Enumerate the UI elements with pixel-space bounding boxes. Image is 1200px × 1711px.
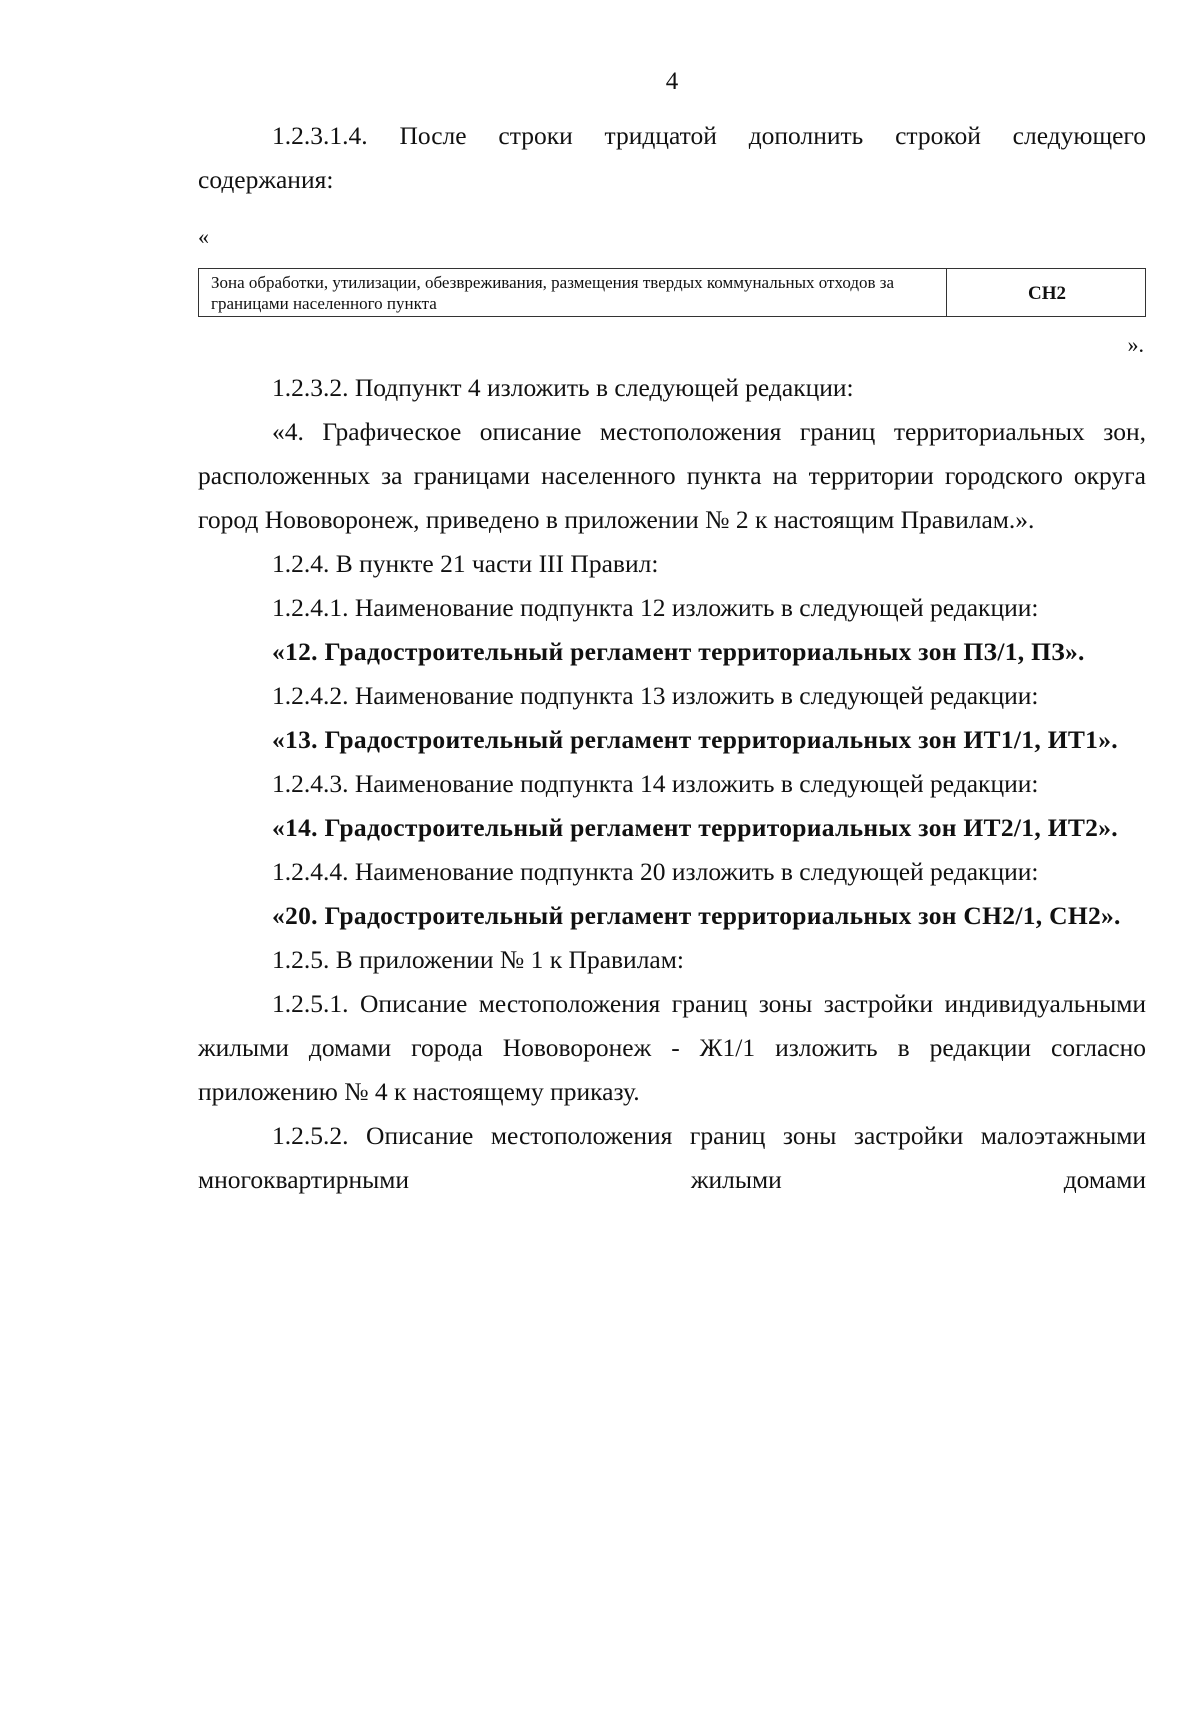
intro-paragraph	[198, 114, 1146, 202]
intro-continuation: содержания:	[198, 165, 334, 194]
paragraph-1-2-4-2: 1.2.4.2. Наименование подпункта 13 изложить в следующей редакции:	[272, 681, 1039, 710]
paragraph-1-2-4-1: 1.2.4.1. Наименование подпункта 12 изложить в следующей редакции:	[272, 593, 1039, 622]
intro-line: 1.2.3.1.4. После строки тридцатой дополнить строкой следующего	[272, 121, 1146, 150]
paragraph-1-2-3-2: 1.2.3.2. Подпункт 4 изложить в следующей редакции:	[272, 373, 854, 402]
paragraph-regulation-20: «20. Градостроительный регламент территориальных зон СН2/1, СН2».	[272, 901, 1121, 930]
zone-code-cell: СН2	[947, 269, 1146, 317]
paragraph-graphic-description: «4. Графическое описание местоположения границ территориальных зон, расположенных за границами населенного пункта на территории городского округа город Нововоронеж, приведено в приложении № 2 к настоящим Правилам.».	[198, 417, 1146, 534]
zone-table	[198, 268, 1146, 317]
zone-description-cell: Зона обработки, утилизации, обезвреживания, размещения твердых коммунальных отходов за границами населенного пункта	[199, 269, 947, 317]
paragraph-regulation-12: «12. Градостроительный регламент территориальных зон ПЗ/1, ПЗ».	[272, 637, 1085, 666]
paragraph-1-2-5-1: 1.2.5.1. Описание местоположения границ зоны застройки индивидуальными жилыми домами города Нововоронеж - Ж1/1 изложить в редакции согласно приложению № 4 к настоящему приказу.	[198, 989, 1146, 1106]
quote-close: ».	[1127, 332, 1144, 357]
page-number: 4	[665, 68, 679, 95]
quote-open: «	[198, 224, 209, 249]
body-text	[198, 366, 1146, 1202]
paragraph-regulation-13: «13. Градостроительный регламент территориальных зон ИТ1/1, ИТ1».	[272, 725, 1118, 754]
paragraph-1-2-4-3: 1.2.4.3. Наименование подпункта 14 изложить в следующей редакции:	[272, 769, 1039, 798]
paragraph-1-2-5: 1.2.5. В приложении № 1 к Правилам:	[272, 945, 684, 974]
paragraph-1-2-4: 1.2.4. В пункте 21 части III Правил:	[272, 549, 659, 578]
paragraph-regulation-14: «14. Градостроительный регламент территориальных зон ИТ2/1, ИТ2».	[272, 813, 1118, 842]
paragraph-1-2-4-4: 1.2.4.4. Наименование подпункта 20 изложить в следующей редакции:	[272, 857, 1039, 886]
paragraph-1-2-5-2: 1.2.5.2. Описание местоположения границ зоны застройки малоэтажными многоквартирными жилыми домами	[198, 1121, 1146, 1194]
table-row	[199, 269, 1146, 317]
